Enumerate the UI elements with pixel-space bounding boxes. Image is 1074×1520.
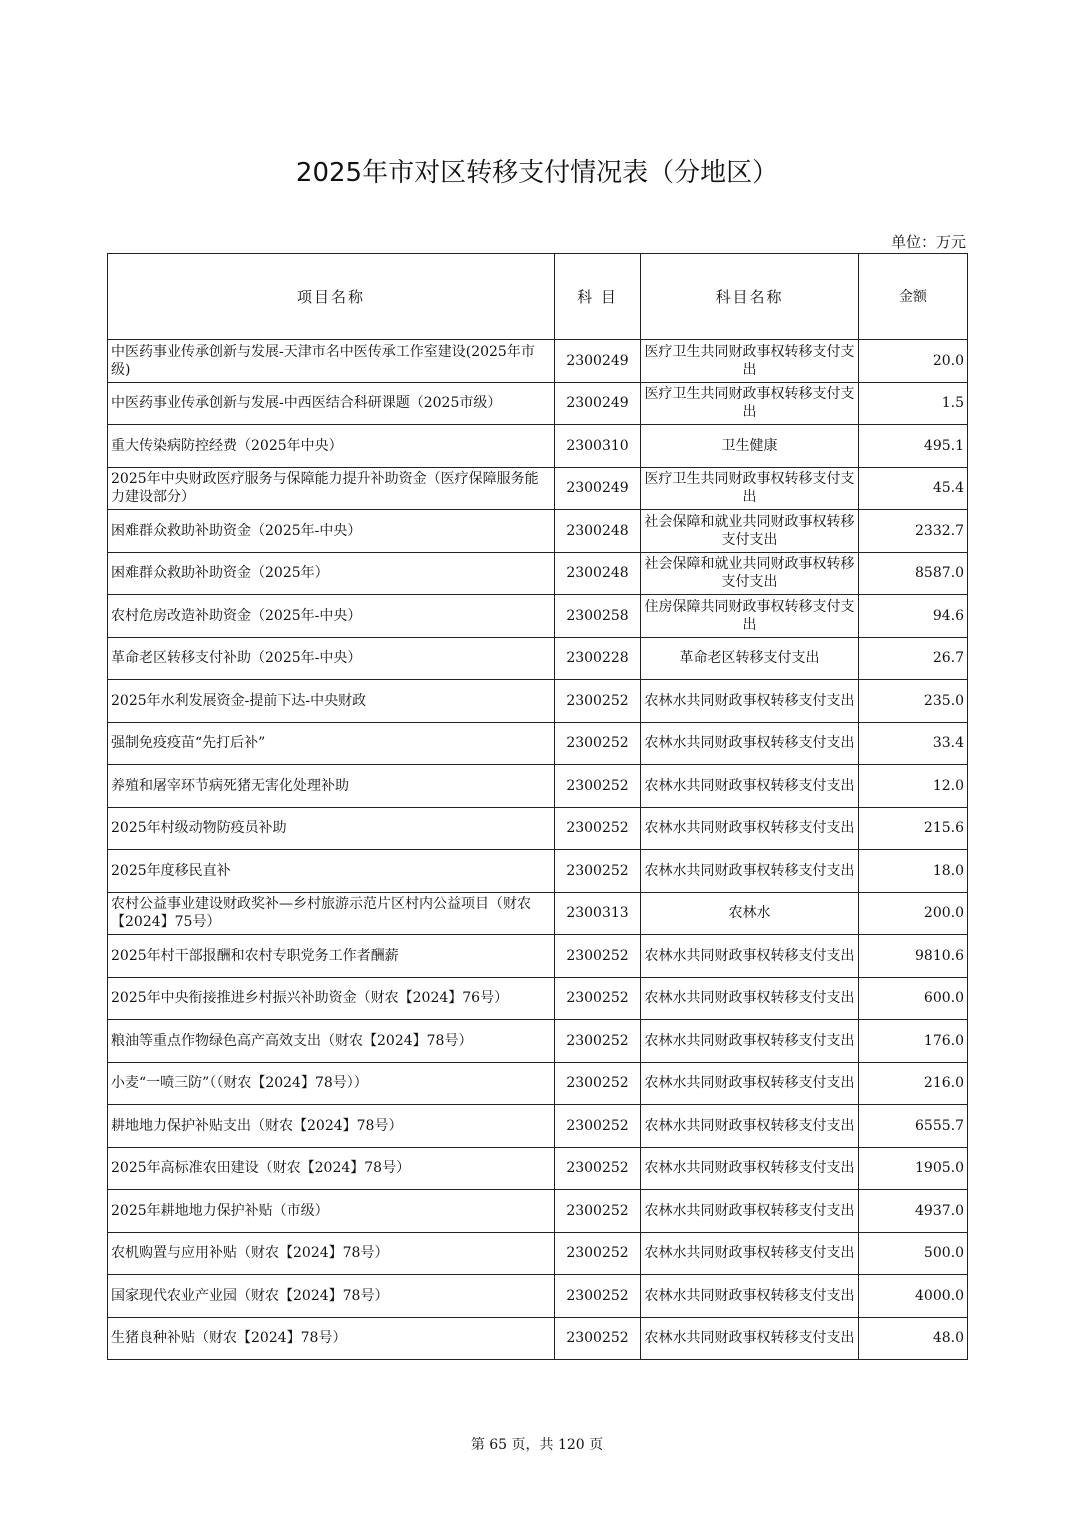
table-row bbox=[108, 1275, 968, 1318]
cell-subject-code: 2300252 bbox=[555, 1020, 641, 1063]
cell-project-name: 困难群众救助补助资金（2025年） bbox=[108, 552, 555, 595]
cell-subject-code: 2300252 bbox=[555, 1105, 641, 1148]
cell-subject-name: 农林水共同财政事权转移支付支出 bbox=[641, 765, 859, 808]
table-row bbox=[108, 552, 968, 595]
cell-subject-name: 农林水共同财政事权转移支付支出 bbox=[641, 1232, 859, 1275]
table-row bbox=[108, 1147, 968, 1190]
table-row bbox=[108, 425, 968, 468]
table-row bbox=[108, 892, 968, 935]
cell-subject-code: 2300258 bbox=[555, 595, 641, 638]
cell-subject-name: 农林水 bbox=[641, 892, 859, 935]
cell-subject-name: 农林水共同财政事权转移支付支出 bbox=[641, 1020, 859, 1063]
cell-subject-name: 农林水共同财政事权转移支付支出 bbox=[641, 722, 859, 765]
table-row bbox=[108, 1317, 968, 1360]
cell-subject-code: 2300248 bbox=[555, 510, 641, 553]
cell-subject-code: 2300252 bbox=[555, 977, 641, 1020]
cell-amount: 1905.0 bbox=[859, 1147, 968, 1190]
cell-subject-code: 2300310 bbox=[555, 425, 641, 468]
cell-subject-name: 农林水共同财政事权转移支付支出 bbox=[641, 680, 859, 723]
cell-project-name: 革命老区转移支付补助（2025年-中央） bbox=[108, 637, 555, 680]
cell-project-name: 2025年度移民直补 bbox=[108, 850, 555, 893]
table-row bbox=[108, 850, 968, 893]
table-header-row bbox=[108, 254, 968, 340]
cell-amount: 495.1 bbox=[859, 425, 968, 468]
cell-subject-code: 2300249 bbox=[555, 340, 641, 383]
cell-subject-code: 2300252 bbox=[555, 1147, 641, 1190]
table-row bbox=[108, 382, 968, 425]
cell-subject-code: 2300252 bbox=[555, 1062, 641, 1105]
cell-project-name: 养殖和屠宰环节病死猪无害化处理补助 bbox=[108, 765, 555, 808]
table-row bbox=[108, 340, 968, 383]
table-row bbox=[108, 765, 968, 808]
cell-amount: 2332.7 bbox=[859, 510, 968, 553]
cell-subject-name: 农林水共同财政事权转移支付支出 bbox=[641, 1147, 859, 1190]
table-row bbox=[108, 1105, 968, 1148]
header-amount: 金额 bbox=[859, 254, 968, 340]
cell-subject-name: 农林水共同财政事权转移支付支出 bbox=[641, 1275, 859, 1318]
cell-project-name: 耕地地力保护补贴支出（财农【2024】78号） bbox=[108, 1105, 555, 1148]
cell-subject-name: 革命老区转移支付支出 bbox=[641, 637, 859, 680]
cell-subject-code: 2300252 bbox=[555, 722, 641, 765]
cell-subject-name: 社会保障和就业共同财政事权转移支付支出 bbox=[641, 552, 859, 595]
cell-amount: 200.0 bbox=[859, 892, 968, 935]
cell-amount: 216.0 bbox=[859, 1062, 968, 1105]
page-footer: 第 65 页，共 120 页 bbox=[470, 1437, 604, 1453]
cell-amount: 20.0 bbox=[859, 340, 968, 383]
cell-subject-code: 2300252 bbox=[555, 765, 641, 808]
cell-subject-code: 2300252 bbox=[555, 935, 641, 978]
table-body bbox=[108, 340, 968, 1360]
table-row bbox=[108, 977, 968, 1020]
cell-project-name: 2025年高标准农田建设（财农【2024】78号） bbox=[108, 1147, 555, 1190]
cell-project-name: 2025年耕地地力保护补贴（市级） bbox=[108, 1190, 555, 1233]
cell-subject-code: 2300228 bbox=[555, 637, 641, 680]
cell-subject-name: 农林水共同财政事权转移支付支出 bbox=[641, 1317, 859, 1360]
cell-amount: 215.6 bbox=[859, 807, 968, 850]
table-row bbox=[108, 680, 968, 723]
cell-subject-name: 卫生健康 bbox=[641, 425, 859, 468]
unit-label: 单位：万元 bbox=[890, 233, 966, 251]
table-row bbox=[108, 637, 968, 680]
table-row bbox=[108, 595, 968, 638]
cell-project-name: 中医药事业传承创新与发展-中西医结合科研课题（2025市级） bbox=[108, 382, 555, 425]
cell-subject-name: 农林水共同财政事权转移支付支出 bbox=[641, 1105, 859, 1148]
cell-project-name: 2025年中央衔接推进乡村振兴补助资金（财农【2024】76号） bbox=[108, 977, 555, 1020]
table-row bbox=[108, 722, 968, 765]
cell-subject-name: 医疗卫生共同财政事权转移支付支出 bbox=[641, 382, 859, 425]
cell-subject-name: 农林水共同财政事权转移支付支出 bbox=[641, 850, 859, 893]
cell-amount: 33.4 bbox=[859, 722, 968, 765]
cell-amount: 6555.7 bbox=[859, 1105, 968, 1148]
cell-amount: 12.0 bbox=[859, 765, 968, 808]
cell-amount: 176.0 bbox=[859, 1020, 968, 1063]
table-row bbox=[108, 1190, 968, 1233]
table-row bbox=[108, 1020, 968, 1063]
cell-amount: 9810.6 bbox=[859, 935, 968, 978]
cell-subject-name: 农林水共同财政事权转移支付支出 bbox=[641, 1190, 859, 1233]
cell-amount: 1.5 bbox=[859, 382, 968, 425]
cell-amount: 26.7 bbox=[859, 637, 968, 680]
cell-amount: 500.0 bbox=[859, 1232, 968, 1275]
table-row bbox=[108, 935, 968, 978]
cell-project-name: 重大传染病防控经费（2025年中央） bbox=[108, 425, 555, 468]
cell-amount: 8587.0 bbox=[859, 552, 968, 595]
cell-project-name: 2025年水利发展资金-提前下达-中央财政 bbox=[108, 680, 555, 723]
cell-amount: 45.4 bbox=[859, 467, 968, 510]
cell-subject-code: 2300313 bbox=[555, 892, 641, 935]
header-subject-name: 科目名称 bbox=[641, 254, 859, 340]
cell-subject-name: 社会保障和就业共同财政事权转移支付支出 bbox=[641, 510, 859, 553]
cell-project-name: 农机购置与应用补贴（财农【2024】78号） bbox=[108, 1232, 555, 1275]
table-row bbox=[108, 467, 968, 510]
cell-subject-code: 2300252 bbox=[555, 1275, 641, 1318]
cell-amount: 235.0 bbox=[859, 680, 968, 723]
cell-amount: 48.0 bbox=[859, 1317, 968, 1360]
cell-project-name: 生猪良种补贴（财农【2024】78号） bbox=[108, 1317, 555, 1360]
cell-subject-name: 医疗卫生共同财政事权转移支付支出 bbox=[641, 340, 859, 383]
cell-subject-code: 2300252 bbox=[555, 1232, 641, 1275]
table-row bbox=[108, 1232, 968, 1275]
cell-project-name: 小麦“一喷三防”（（财农【2024】78号）） bbox=[108, 1062, 555, 1105]
header-subject-code: 科 目 bbox=[555, 254, 641, 340]
cell-subject-name: 农林水共同财政事权转移支付支出 bbox=[641, 977, 859, 1020]
cell-amount: 600.0 bbox=[859, 977, 968, 1020]
table-row bbox=[108, 510, 968, 553]
cell-project-name: 强制免疫疫苗“先打后补” bbox=[108, 722, 555, 765]
cell-subject-name: 医疗卫生共同财政事权转移支付支出 bbox=[641, 467, 859, 510]
header-project-name: 项目名称 bbox=[108, 254, 555, 340]
cell-project-name: 中医药事业传承创新与发展-天津市名中医传承工作室建设(2025年市级) bbox=[108, 340, 555, 383]
cell-subject-code: 2300252 bbox=[555, 680, 641, 723]
cell-project-name: 2025年中央财政医疗服务与保障能力提升补助资金（医疗保障服务能力建设部分） bbox=[108, 467, 555, 510]
cell-amount: 4937.0 bbox=[859, 1190, 968, 1233]
cell-amount: 94.6 bbox=[859, 595, 968, 638]
transfer-payment-table bbox=[107, 253, 968, 1360]
cell-subject-code: 2300252 bbox=[555, 850, 641, 893]
page-title: 2025年市对区转移支付情况表（分地区） bbox=[295, 158, 779, 188]
cell-amount: 4000.0 bbox=[859, 1275, 968, 1318]
cell-subject-name: 住房保障共同财政事权转移支付支出 bbox=[641, 595, 859, 638]
cell-subject-code: 2300252 bbox=[555, 1317, 641, 1360]
cell-subject-code: 2300248 bbox=[555, 552, 641, 595]
cell-subject-name: 农林水共同财政事权转移支付支出 bbox=[641, 1062, 859, 1105]
cell-subject-code: 2300252 bbox=[555, 807, 641, 850]
cell-project-name: 农村公益事业建设财政奖补—乡村旅游示范片区村内公益项目（财农【2024】75号） bbox=[108, 892, 555, 935]
cell-amount: 18.0 bbox=[859, 850, 968, 893]
cell-project-name: 困难群众救助补助资金（2025年-中央） bbox=[108, 510, 555, 553]
cell-project-name: 农村危房改造补助资金（2025年-中央） bbox=[108, 595, 555, 638]
cell-subject-name: 农林水共同财政事权转移支付支出 bbox=[641, 935, 859, 978]
cell-project-name: 2025年村干部报酬和农村专职党务工作者酬薪 bbox=[108, 935, 555, 978]
cell-subject-code: 2300249 bbox=[555, 467, 641, 510]
table-row bbox=[108, 807, 968, 850]
cell-subject-code: 2300249 bbox=[555, 382, 641, 425]
cell-project-name: 国家现代农业产业园（财农【2024】78号） bbox=[108, 1275, 555, 1318]
cell-project-name: 2025年村级动物防疫员补助 bbox=[108, 807, 555, 850]
cell-subject-name: 农林水共同财政事权转移支付支出 bbox=[641, 807, 859, 850]
cell-project-name: 粮油等重点作物绿色高产高效支出（财农【2024】78号） bbox=[108, 1020, 555, 1063]
cell-subject-code: 2300252 bbox=[555, 1190, 641, 1233]
table-row bbox=[108, 1062, 968, 1105]
